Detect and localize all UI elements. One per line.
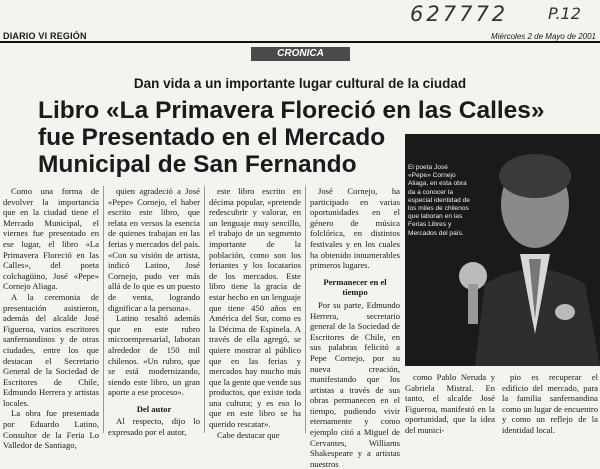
- paragraph: pio es recuperar el edificio del mercado, para la familia sanfernandina como un lugar de encuentro y como un reflejo de la identidad local.: [502, 372, 598, 435]
- archive-number: 627772: [410, 2, 509, 26]
- column-3: [209, 186, 301, 440]
- issue-date: Miércoles 2 de Mayo de 2001: [491, 32, 596, 41]
- photo-caption: El poeta José «Pepe» Cornejo Aliaga, en esta obra da a conocer la especial identidad de los miles de chilenos que laboran en las Ferias Libres y Mercados del país.: [408, 164, 470, 237]
- paragraph: Cabe destacar que: [217, 429, 280, 440]
- section-badge: CRONICA: [251, 47, 350, 61]
- column-5: [405, 372, 495, 436]
- subheading: Del autor: [136, 403, 172, 414]
- paragraph: Latino resaltó además que en este rubro microempresarial, laboran alrededor de 150 mil chilenos. «Un rubro, que se está modernizando, siendo este libro, un gran aporte a ese proceso».: [108, 313, 200, 398]
- column-4: [310, 186, 400, 469]
- column-1: [3, 186, 99, 451]
- paragraph: La obra fue presentada por Eduardo Latino, Consultor de la Feria Lo Valledor de Santiago,: [3, 408, 99, 451]
- headline-line-3: Municipal de San Fernando: [38, 151, 357, 178]
- column-6: [502, 372, 598, 436]
- page-mark: P.12: [548, 4, 581, 23]
- kicker: Dan vida a un importante lugar cultural de la ciudad: [133, 76, 467, 91]
- header-rule: [0, 41, 600, 43]
- column-divider: [305, 186, 306, 433]
- paragraph: Al respecto, dijo lo expresado por el autor,: [108, 416, 200, 438]
- column-2: [108, 186, 200, 438]
- column-divider: [103, 186, 104, 433]
- headline-line-1: Libro «La Primavera Floreció en las Calles»: [38, 97, 545, 124]
- paragraph: quien agradeció a José «Pepe» Cornejo, el haber escrito este libro, que relata en versos la esencia de quienes trabajan en las ferias y mercados del país. «Con su visión de artista, indicó Latino, José Cornejo, pudo ver más allá de lo que es un puesto de venta, logrando dignificar a la persona».: [108, 186, 200, 313]
- newspaper-name: DIARIO VI REGIÓN: [3, 31, 87, 41]
- column-divider: [204, 186, 205, 433]
- paragraph: Por su parte, Edmundo Herrera, secretario general de la Sociedad de Escritores de Chile, en sus palabras felicitó a Pepe Cornejo, por su nueva creación, manifestando que los artistas a través de sus obras permanecen en el tiempo, pudiendo vivir eternamente y como ejemplo citó a Miguel de Cervantes, Williams Shakespeare y a artistas nuestros: [310, 299, 400, 469]
- paragraph: Como una forma de devolver la importancia que en la ciudad tiene el Mercado Municipal, el viernes fue presentado en ese lugar, el libro «La Primavera Floreció en las Calles», del poeta colchagüino, José «Pepe» Cornejo Aliaga.: [3, 186, 99, 292]
- paragraph: A la ceremonia de presentación asistieron, además del alcalde José Figueroa, varios escritores sanfernandinos y de otras ciudades, entre los que destacan el Secretario General de la Sociedad de Escritores de Chile, Edmundo Herrera y artistas locales.: [3, 291, 99, 408]
- paragraph: como Pablo Neruda y Gabriela Mistral. En tanto, el alcalde José Figueroa, manifestó en la oportunidad, que la idea del munici-: [405, 372, 495, 435]
- paragraph: José Cornejo, ha participado en varias oportunidades en el género de música folclórica, en distintos festivales y en los cuales ha obtenido innumerables primeros lugares.: [310, 186, 400, 271]
- subheading: Permanecer en el tiempo: [323, 276, 387, 298]
- paragraph: este libro escrito en décima popular, «pretende redescubrir y valorar, en un lenguaje muy sencillo, el trabajo de un segmento importante de la población, como son los feriantes y los locatarios de los mercados. Este libro tiene la gracia de estar hecho en un lenguaje que tiene 450 años en América del Sur, como es la Décima de Espinela. A través de ella agregó, se quiere mostrar al público que en las ferias y mercados hay mucho más que la gente que vende sus productos, que existe toda una cultura; y es eso lo que en este libro se ha querido rescatar».: [209, 186, 301, 430]
- headline-line-2: fue Presentado en el Mercado: [38, 124, 386, 151]
